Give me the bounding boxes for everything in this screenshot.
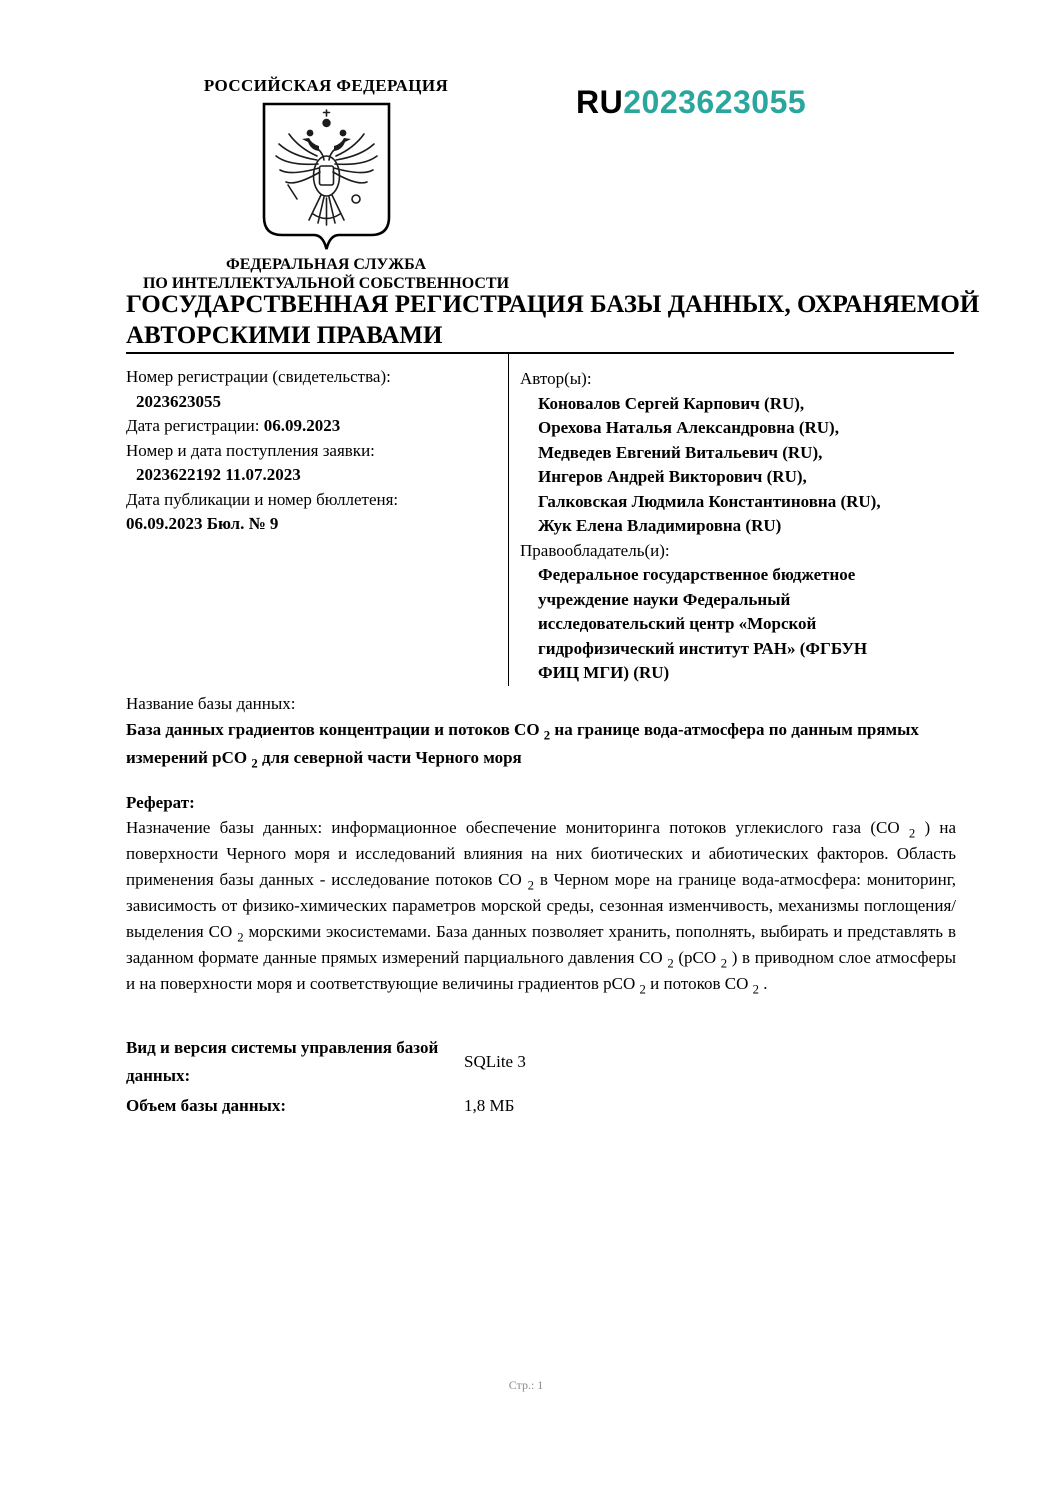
- application-value: 2023622192 11.07.2023: [136, 465, 301, 484]
- document-number-digits: 2023623055: [623, 84, 807, 120]
- dbms-row: [126, 1034, 846, 1090]
- author-item: Медведев Евгений Витальевич (RU),: [538, 442, 823, 462]
- authors-list: [520, 392, 893, 539]
- abstract-section: [126, 791, 956, 997]
- dbms-label: Вид и версия системы управления базой данных:: [126, 1038, 439, 1085]
- application-label: Номер и дата поступления заявки:: [126, 440, 375, 460]
- country-title: РОССИЙСКАЯ ФЕДЕРАЦИЯ: [203, 76, 449, 95]
- document-number-prefix: RU: [576, 84, 624, 120]
- database-name-value: База данных градиентов концентрации и потоков CO $_2$ на границе вода-атмосфера по данным прямых измерений pCO $_2$ для северной части Черного моря: [126, 720, 919, 771]
- federation-header: [126, 76, 526, 293]
- database-name-section: [126, 692, 956, 772]
- agency-name-line2: ПО ИНТЕЛЛЕКТУАЛЬНОЙ СОБСТВЕННОСТИ: [142, 275, 510, 292]
- registration-table: [126, 354, 954, 686]
- page-title-line2: АВТОРСКИМИ ПРАВАМИ: [126, 322, 443, 349]
- double-headed-eagle-icon: [261, 102, 392, 252]
- database-size-row: [126, 1092, 846, 1120]
- author-item: Жук Елена Владимировна (RU): [538, 516, 782, 535]
- reg-date-value: 06.09.2023: [263, 416, 341, 435]
- agency-name-line1: ФЕДЕРАЛЬНАЯ СЛУЖБА: [226, 256, 426, 273]
- author-item: Коновалов Сергей Карпович (RU),: [538, 393, 805, 413]
- page-number: Стр.: 1: [508, 1378, 544, 1392]
- reg-date-label: Дата регистрации:: [126, 416, 260, 435]
- registration-details-cell: [126, 354, 509, 686]
- publication-label: Дата публикации и номер бюллетеня:: [126, 489, 399, 509]
- author-item: Галковская Людмила Константиновна (RU),: [538, 491, 881, 511]
- publication-value: 06.09.2023 Бюл. № 9: [126, 514, 279, 533]
- page-title-line1: ГОСУДАРСТВЕННАЯ РЕГИСТРАЦИЯ БАЗЫ ДАННЫХ, ОХРАНЯЕМОЙ: [126, 291, 980, 318]
- dbms-value: SQLite 3: [464, 1052, 526, 1071]
- authors-label: Автор(ы):: [520, 369, 592, 388]
- reg-date-row: [126, 414, 500, 439]
- database-size-label: Объем базы данных:: [126, 1096, 287, 1115]
- reg-number-value: 2023623055: [136, 391, 221, 411]
- reg-number-label: Номер регистрации (свидетельства):: [126, 367, 391, 386]
- abstract-label: Реферат:: [126, 793, 195, 812]
- rights-holder-label: Правообладатель(и):: [520, 540, 670, 560]
- document-number: [576, 84, 806, 121]
- abstract-text: Назначение базы данных: информационное обеспечение мониторинга потоков углекислого газа (CO $_2$ ) на поверхности Черного моря и исследований влияния на них биотических и абиотических факторов. Область применения базы данных - исследование потоков CO $_2$ в Черном море на границе вода-атмосфера: мониторинг, зависимость от физико-химических параметров морской среды, сезонная изменчивость, механизмы поглощения/выделения CO $_2$ морскими экосистемами. База данных позволяет хранить, пополнять, выбирать и представлять в заданном формате данные прямых измерений парциального давления CO $_2$ (pCO $_2$ ) в приводном слое атмосферы и на поверхности моря и соответствующие величины градиентов pCO $_2$ и потоков CO $_2$ .: [126, 818, 957, 997]
- database-name-label: Название базы данных:: [126, 694, 296, 713]
- authors-holders-cell: [509, 354, 929, 686]
- author-item: Ингеров Андрей Викторович (RU),: [538, 467, 807, 486]
- database-size-value: 1,8 МБ: [464, 1096, 515, 1115]
- author-item: Орехова Наталья Александровна (RU),: [538, 418, 839, 437]
- rights-holder-value: Федеральное государственное бюджетное учреждение науки Федеральный исследовательский центр «Морской гидрофизический институт РАН» (ФГБУН ФИЦ МГИ) (RU): [538, 565, 868, 682]
- page-title: [126, 289, 986, 351]
